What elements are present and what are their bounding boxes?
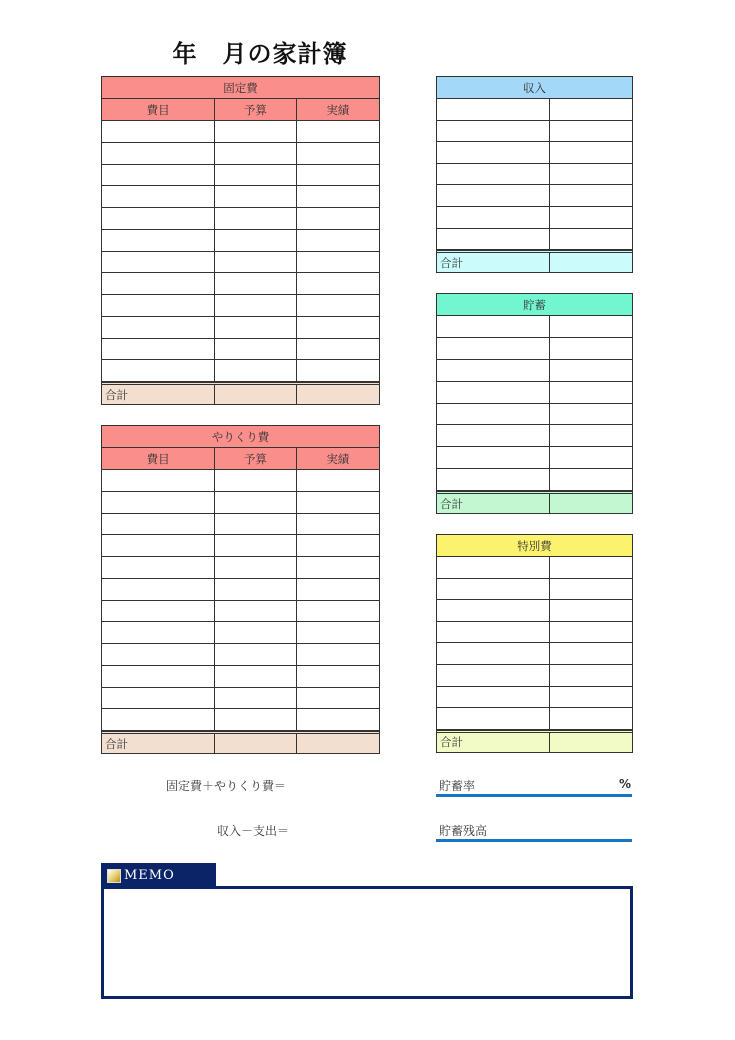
table-cell[interactable] (102, 470, 215, 491)
table-cell[interactable] (297, 666, 379, 687)
table-cell[interactable] (550, 665, 632, 686)
table-header-row (102, 448, 379, 470)
table-cell[interactable] (437, 579, 550, 600)
table-row (102, 709, 379, 731)
table-cell[interactable] (215, 688, 296, 709)
total-label: 合計 (437, 733, 550, 752)
memo-tab (101, 863, 216, 888)
table-row (437, 207, 632, 229)
table-row (102, 186, 379, 208)
fixed-plus-variable-label: 固定費＋やりくり費＝ (166, 779, 287, 793)
special-expenses-table (436, 534, 633, 753)
table-cell[interactable] (102, 121, 215, 142)
table-cell[interactable] (102, 709, 215, 730)
table-row (437, 469, 632, 491)
table-cell[interactable] (297, 208, 379, 229)
table-cell[interactable] (550, 382, 632, 403)
table-cell[interactable] (437, 404, 550, 425)
table-row (437, 622, 632, 644)
column-header: 費目 (102, 99, 215, 120)
table-cell[interactable] (102, 186, 215, 207)
table-row (437, 185, 632, 207)
table-cell[interactable] (437, 425, 550, 446)
table-cell[interactable] (215, 165, 296, 186)
table-cell[interactable] (550, 469, 632, 490)
table-cell[interactable] (297, 470, 379, 491)
total-row (102, 731, 379, 753)
table-cell[interactable] (297, 514, 379, 535)
table-row (437, 447, 632, 469)
table-cell[interactable] (297, 252, 379, 273)
table-cell[interactable] (297, 230, 379, 251)
table-cell[interactable] (215, 186, 296, 207)
table-cell[interactable] (550, 142, 632, 163)
income-table (436, 76, 633, 273)
table-cell[interactable] (550, 316, 632, 337)
table-row (102, 557, 379, 579)
page-title: 年 月の家計簿 (172, 40, 348, 68)
table-cell[interactable] (437, 164, 550, 185)
total-cell[interactable] (297, 734, 379, 753)
table-cell[interactable] (215, 622, 296, 643)
table-cell[interactable] (215, 492, 296, 513)
table-cell[interactable] (297, 557, 379, 578)
table-header-row (102, 99, 379, 121)
memo-pencil-icon (107, 869, 121, 883)
table-cell[interactable] (550, 338, 632, 359)
table-cell[interactable] (215, 601, 296, 622)
table-cell[interactable] (297, 360, 379, 381)
total-row (437, 250, 632, 272)
table-cell[interactable] (437, 469, 550, 490)
total-cell[interactable] (550, 253, 632, 272)
memo-label: MEMO (124, 868, 175, 883)
table-cell[interactable] (215, 535, 296, 556)
table-cell[interactable] (437, 665, 550, 686)
table-title-row (102, 77, 379, 99)
table-row (437, 425, 632, 447)
table-cell[interactable] (215, 709, 296, 730)
table-cell[interactable] (550, 229, 632, 250)
table-title: やりくり費 (211, 429, 270, 444)
table-row (102, 295, 379, 317)
table-cell[interactable] (297, 295, 379, 316)
table-cell[interactable] (297, 622, 379, 643)
table-row (437, 404, 632, 426)
table-cell[interactable] (297, 317, 379, 338)
table-cell[interactable] (437, 708, 550, 729)
table-title-row (437, 535, 632, 557)
table-row (437, 316, 632, 338)
table-title-row (437, 77, 632, 99)
table-cell[interactable] (550, 207, 632, 228)
savings-balance-field[interactable] (436, 839, 632, 842)
table-row (102, 666, 379, 688)
table-cell[interactable] (550, 557, 632, 578)
table-cell[interactable] (215, 273, 296, 294)
table-cell[interactable] (297, 186, 379, 207)
table-cell[interactable] (102, 557, 215, 578)
table-cell[interactable] (215, 666, 296, 687)
table-cell[interactable] (437, 600, 550, 621)
savings-balance-label: 貯蓄残高 (439, 824, 488, 838)
table-row (102, 470, 379, 492)
table-cell[interactable] (102, 514, 215, 535)
table-cell[interactable] (102, 165, 215, 186)
table-cell[interactable] (215, 208, 296, 229)
table-cell[interactable] (102, 273, 215, 294)
fixed-expenses-table (101, 76, 380, 405)
table-row (437, 687, 632, 709)
table-cell[interactable] (437, 207, 550, 228)
table-row (437, 121, 632, 143)
table-cell[interactable] (102, 622, 215, 643)
table-cell[interactable] (215, 579, 296, 600)
table-row (102, 252, 379, 274)
table-row (102, 165, 379, 187)
total-label: 合計 (437, 494, 550, 513)
table-row (437, 360, 632, 382)
total-row (437, 730, 632, 752)
table-cell[interactable] (437, 142, 550, 163)
savings-rate-field[interactable] (436, 794, 632, 797)
table-row (437, 579, 632, 601)
table-cell[interactable] (215, 470, 296, 491)
table-row (102, 535, 379, 557)
table-cell[interactable] (550, 425, 632, 446)
table-cell[interactable] (215, 143, 296, 164)
table-title: 特別費 (517, 538, 552, 553)
table-row (102, 492, 379, 514)
table-cell[interactable] (550, 687, 632, 708)
percent-sign: % (619, 777, 632, 791)
table-cell[interactable] (297, 492, 379, 513)
table-cell[interactable] (297, 339, 379, 360)
table-row (437, 600, 632, 622)
table-cell[interactable] (215, 339, 296, 360)
table-row (102, 121, 379, 143)
table-cell[interactable] (297, 273, 379, 294)
total-cell[interactable] (550, 494, 632, 513)
table-cell[interactable] (550, 185, 632, 206)
table-cell[interactable] (550, 447, 632, 468)
savings-table (436, 293, 633, 514)
table-cell[interactable] (437, 229, 550, 250)
table-cell[interactable] (102, 601, 215, 622)
table-row (102, 579, 379, 601)
table-cell[interactable] (550, 708, 632, 729)
table-cell[interactable] (550, 121, 632, 142)
table-cell[interactable] (215, 360, 296, 381)
table-cell[interactable] (550, 622, 632, 643)
total-cell[interactable] (215, 734, 296, 753)
variable-expenses-table (101, 425, 380, 754)
table-cell[interactable] (437, 382, 550, 403)
table-cell[interactable] (550, 360, 632, 381)
table-cell[interactable] (102, 579, 215, 600)
table-cell[interactable] (297, 535, 379, 556)
table-cell[interactable] (297, 121, 379, 142)
total-label: 合計 (102, 385, 215, 404)
table-cell[interactable] (102, 143, 215, 164)
table-cell[interactable] (437, 622, 550, 643)
column-header: 実績 (326, 451, 350, 466)
table-cell[interactable] (550, 99, 632, 120)
table-row (437, 229, 632, 251)
table-row (102, 360, 379, 382)
total-cell[interactable] (550, 733, 632, 752)
table-cell[interactable] (102, 360, 215, 381)
income-minus-expense-label: 収入－支出＝ (217, 824, 290, 838)
table-cell[interactable] (550, 643, 632, 664)
table-row (102, 143, 379, 165)
table-cell[interactable] (215, 557, 296, 578)
table-row (437, 708, 632, 730)
table-row (437, 382, 632, 404)
table-row (102, 273, 379, 295)
table-row (437, 142, 632, 164)
table-cell[interactable] (102, 666, 215, 687)
table-cell[interactable] (215, 644, 296, 665)
table-title: 固定費 (223, 80, 258, 95)
table-title-row (102, 426, 379, 448)
table-row (102, 208, 379, 230)
table-cell[interactable] (102, 252, 215, 273)
total-row (437, 491, 632, 513)
table-cell[interactable] (102, 230, 215, 251)
table-cell[interactable] (297, 143, 379, 164)
table-row (102, 644, 379, 666)
column-header: 実績 (326, 102, 350, 117)
table-cell[interactable] (437, 338, 550, 359)
total-label: 合計 (437, 253, 550, 272)
table-row (102, 317, 379, 339)
table-cell[interactable] (102, 208, 215, 229)
table-cell[interactable] (550, 164, 632, 185)
table-cell[interactable] (437, 643, 550, 664)
table-cell[interactable] (102, 644, 215, 665)
table-title-row (437, 294, 632, 316)
table-cell[interactable] (102, 339, 215, 360)
table-cell[interactable] (215, 121, 296, 142)
savings-rate-label: 貯蓄率 (439, 779, 476, 793)
table-title: 収入 (523, 80, 546, 95)
table-row (437, 665, 632, 687)
table-cell[interactable] (550, 600, 632, 621)
table-cell[interactable] (297, 601, 379, 622)
table-cell[interactable] (550, 404, 632, 425)
total-row (102, 382, 379, 404)
table-cell[interactable] (215, 295, 296, 316)
table-cell[interactable] (297, 165, 379, 186)
table-cell[interactable] (437, 447, 550, 468)
table-cell[interactable] (437, 360, 550, 381)
table-cell[interactable] (102, 535, 215, 556)
table-cell[interactable] (102, 688, 215, 709)
table-cell[interactable] (437, 121, 550, 142)
table-cell[interactable] (215, 514, 296, 535)
column-header: 予算 (215, 448, 296, 469)
table-row (102, 514, 379, 536)
table-cell[interactable] (437, 557, 550, 578)
table-row (437, 338, 632, 360)
table-cell[interactable] (297, 688, 379, 709)
memo-area[interactable] (101, 886, 633, 999)
table-cell[interactable] (297, 709, 379, 730)
table-row (437, 557, 632, 579)
table-row (102, 688, 379, 710)
table-cell[interactable] (215, 230, 296, 251)
table-cell[interactable] (437, 99, 550, 120)
table-cell[interactable] (215, 317, 296, 338)
table-cell[interactable] (215, 252, 296, 273)
column-header: 予算 (215, 99, 296, 120)
total-cell[interactable] (215, 385, 296, 404)
table-cell[interactable] (102, 295, 215, 316)
table-cell[interactable] (297, 579, 379, 600)
table-row (102, 230, 379, 252)
table-cell[interactable] (437, 687, 550, 708)
table-row (437, 99, 632, 121)
table-row (102, 601, 379, 623)
total-cell[interactable] (297, 385, 379, 404)
table-row (102, 339, 379, 361)
column-header: 費目 (102, 448, 215, 469)
table-cell[interactable] (437, 185, 550, 206)
table-cell[interactable] (102, 317, 215, 338)
table-cell[interactable] (102, 492, 215, 513)
total-label: 合計 (102, 734, 215, 753)
table-row (437, 643, 632, 665)
table-cell[interactable] (550, 579, 632, 600)
table-cell[interactable] (297, 644, 379, 665)
table-cell[interactable] (437, 316, 550, 337)
table-row (102, 622, 379, 644)
table-title: 貯蓄 (523, 297, 546, 312)
table-row (437, 164, 632, 186)
